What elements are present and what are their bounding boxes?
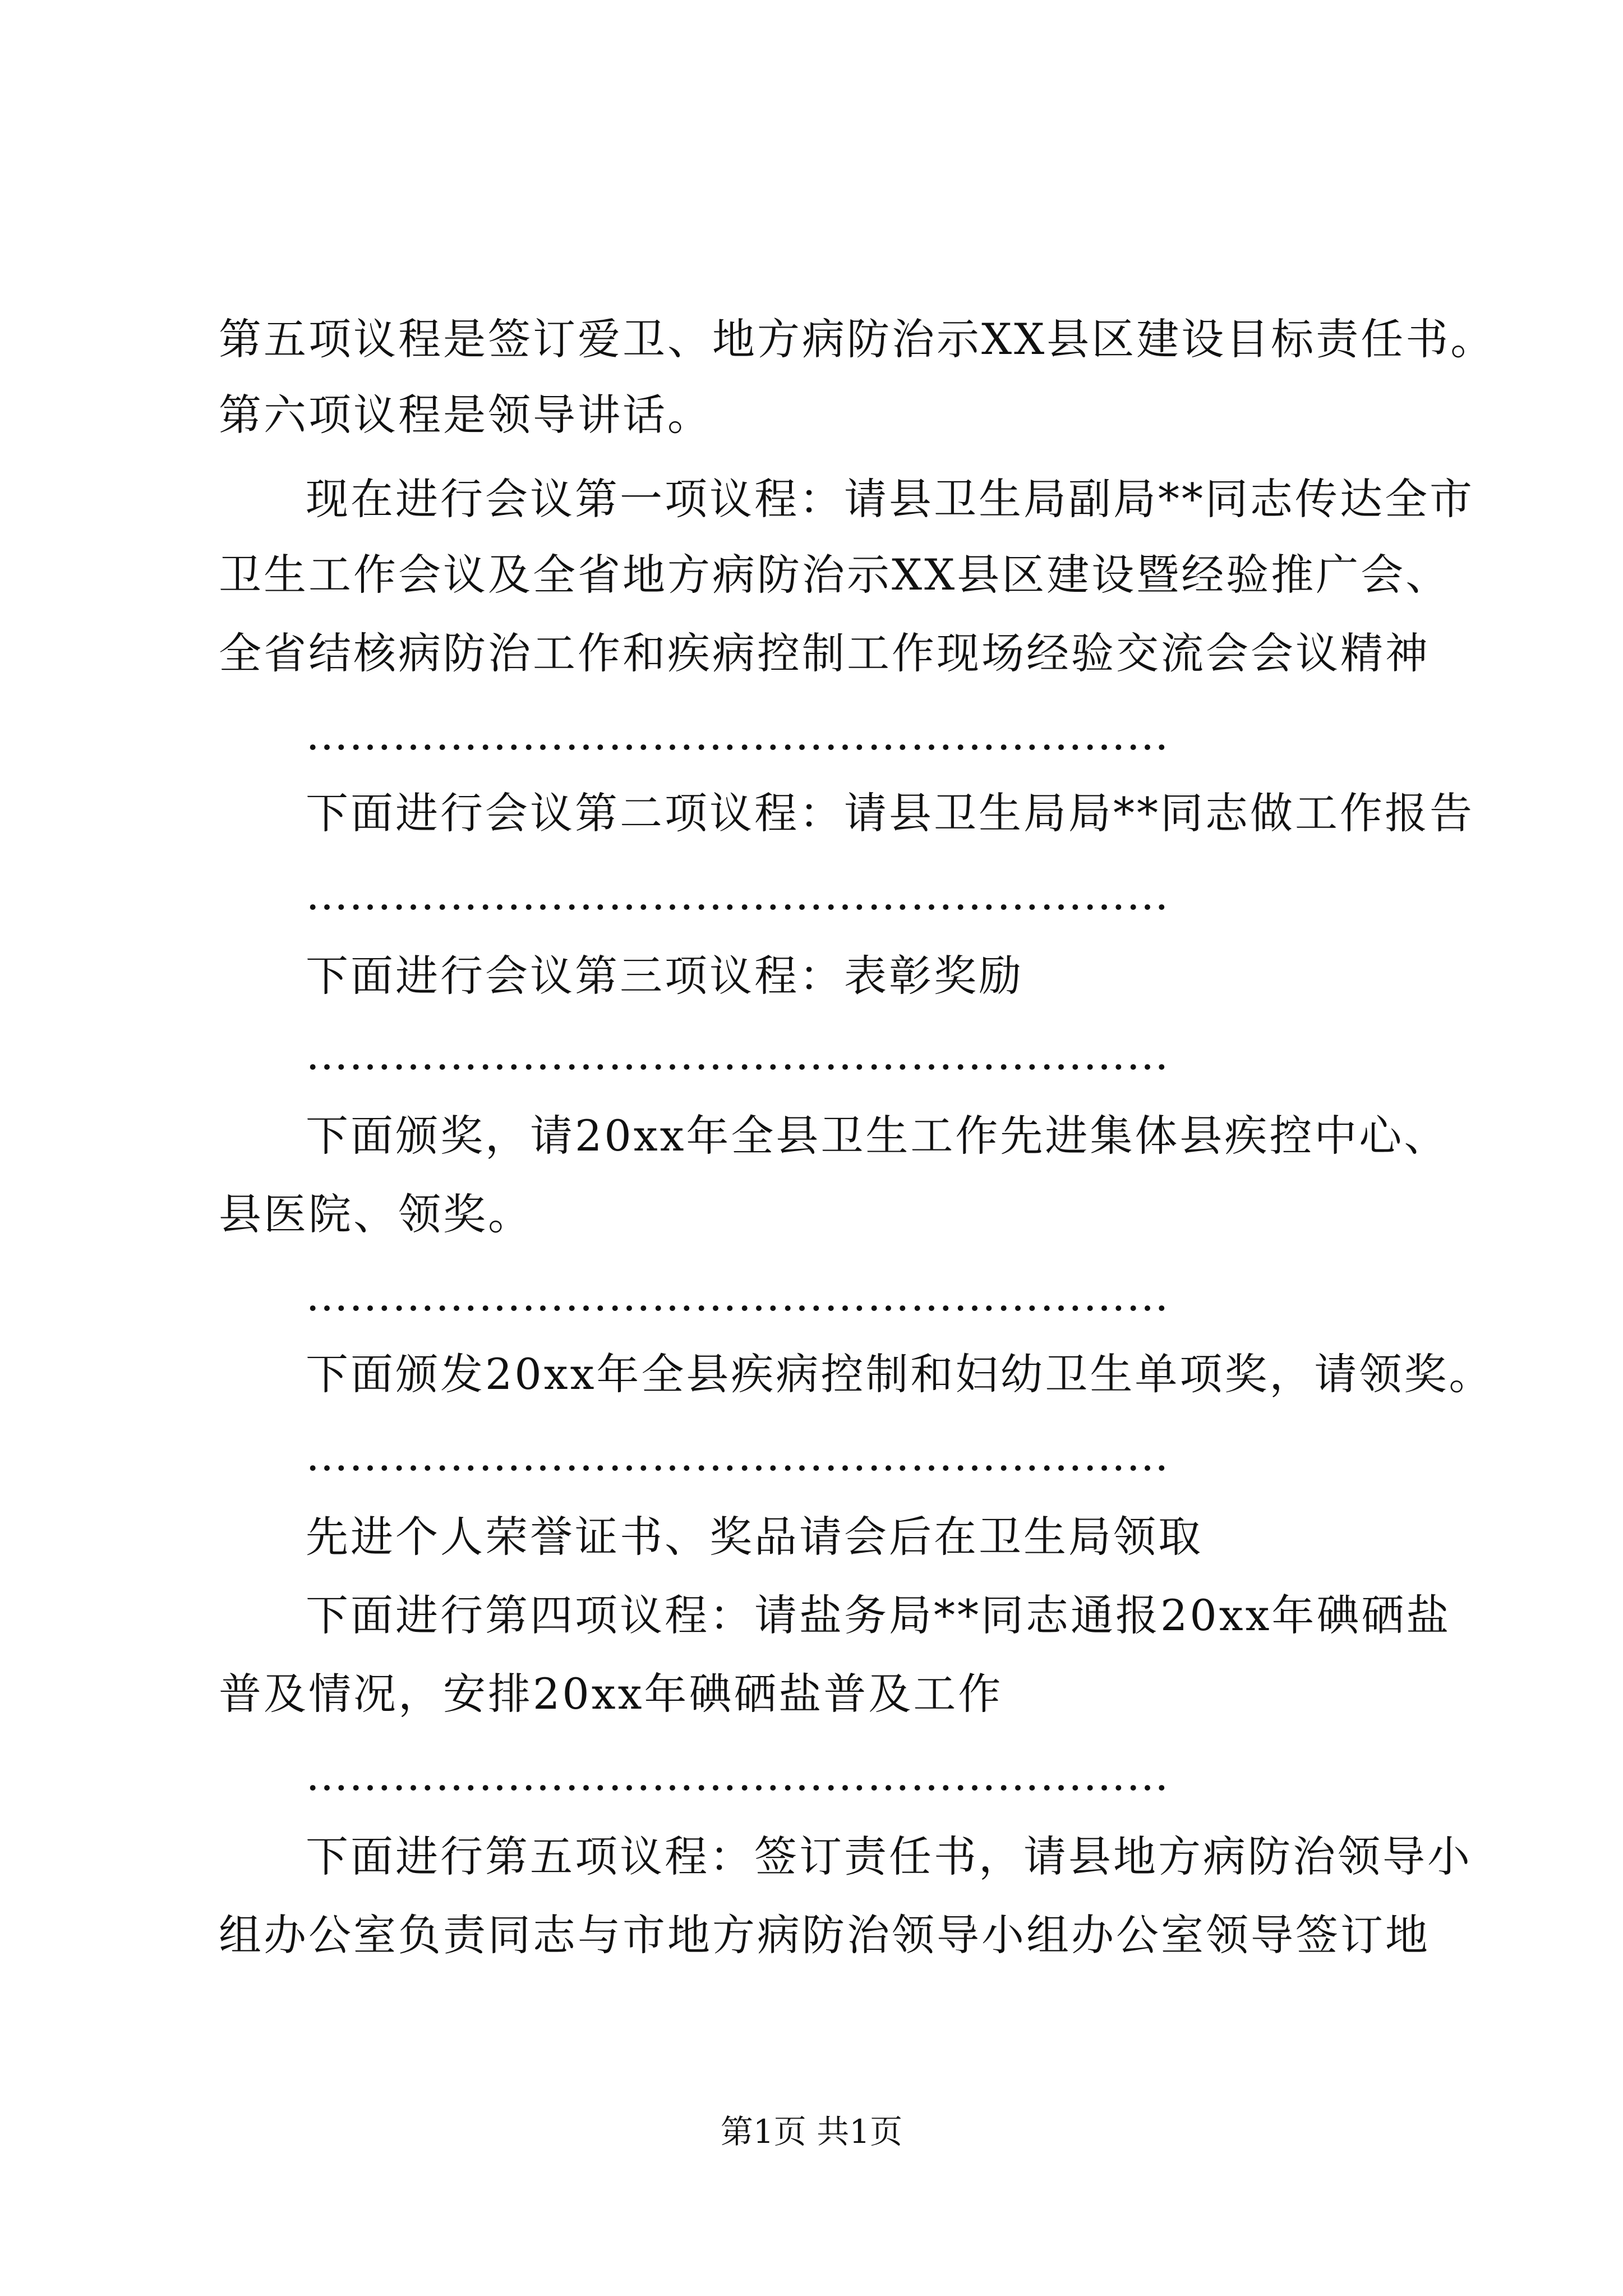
- ellipsis-line: ……………………………………………………: [306, 869, 1169, 919]
- paragraph-line: 下面进行第五项议程：签订责任书，请县地方病防治领导小: [306, 1832, 1472, 1881]
- paragraph-line: 第六项议程是领导讲话。: [219, 390, 712, 440]
- page-number: 第1页 共1页: [720, 2113, 903, 2151]
- paragraph-line: 全省结核病防治工作和疾病控制工作现场经验交流会会议精神: [219, 628, 1430, 678]
- ellipsis-line: ……………………………………………………: [306, 1029, 1169, 1079]
- paragraph-line: 下面颁发20xx年全县疾病控制和妇幼卫生单项奖，请领奖。: [306, 1349, 1494, 1399]
- paragraph-line: 现在进行会议第一项议程：请县卫生局副局**同志传达全市: [306, 474, 1474, 524]
- paragraph-line: 先进个人荣誉证书、奖品请会后在卫生局领取: [306, 1512, 1203, 1562]
- ellipsis-line: ……………………………………………………: [306, 1430, 1169, 1480]
- ellipsis-line: ……………………………………………………: [306, 1750, 1169, 1800]
- paragraph-line: 普及情况，安排20xx年碘硒盐普及工作: [219, 1669, 1003, 1719]
- paragraph-line: 县医院、领奖。: [219, 1189, 533, 1239]
- paragraph-line: 下面进行会议第二项议程：请县卫生局局**同志做工作报告: [306, 788, 1474, 838]
- paragraph-line: 卫生工作会议及全省地方病防治示XX县区建设暨经验推广会、: [219, 550, 1451, 600]
- paragraph-line: 第五项议程是签订爱卫、地方病防治示XX县区建设目标责任书。: [219, 314, 1496, 364]
- paragraph-line: 下面进行第四项议程：请盐务局**同志通报20xx年碘硒盐: [306, 1590, 1451, 1640]
- ellipsis-line: ……………………………………………………: [306, 1271, 1169, 1320]
- paragraph-line: 组办公室负责同志与市地方病防治领导小组办公室领导签订地: [219, 1910, 1430, 1960]
- ellipsis-line: ……………………………………………………: [306, 710, 1169, 760]
- paragraph-line: 下面进行会议第三项议程：表彰奖励: [306, 951, 1023, 1001]
- paragraph-line: 下面颁奖，请20xx年全县卫生工作先进集体县疾控中心、: [306, 1111, 1449, 1161]
